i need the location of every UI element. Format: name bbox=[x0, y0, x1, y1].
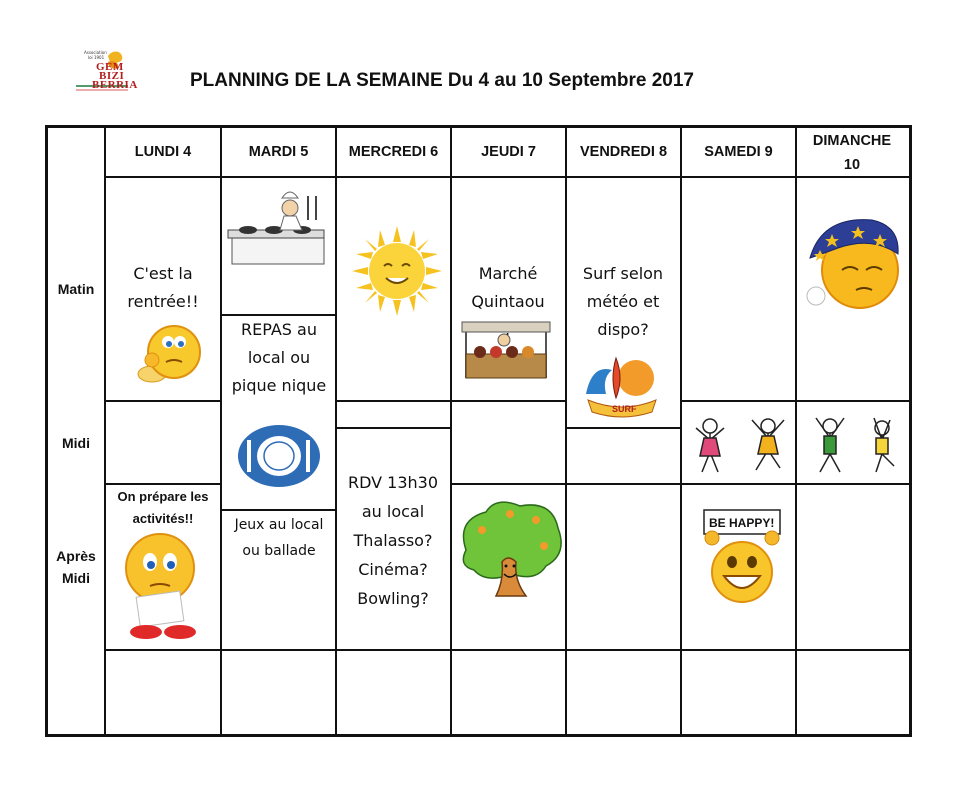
cook-icon bbox=[226, 190, 326, 270]
weekend-split-1 bbox=[680, 400, 910, 402]
row-label-midi: Midi bbox=[62, 435, 90, 451]
col-line-4 bbox=[565, 125, 567, 736]
sun-icon bbox=[352, 226, 442, 316]
jeudi-split-1 bbox=[450, 400, 565, 402]
lundi-midi-top bbox=[104, 400, 220, 402]
be-happy-sign-text: BE HAPPY! bbox=[709, 516, 775, 530]
logo-line-2: loi 1901 bbox=[88, 55, 105, 60]
day-header-mardi: MARDI 5 bbox=[248, 144, 309, 160]
day-header-samedi: SAMEDI 9 bbox=[704, 144, 773, 160]
sleeping-smiley-icon bbox=[802, 214, 902, 314]
reading-smiley-icon bbox=[118, 532, 204, 642]
page-title: PLANNING DE LA SEMAINE Du 4 au 10 Septembre 2017 bbox=[190, 70, 694, 91]
row-label-apres-midi: Après Midi bbox=[56, 548, 96, 586]
day-header-vendredi: VENDREDI 8 bbox=[579, 144, 668, 160]
vendredi-split-2 bbox=[565, 483, 680, 485]
weekend-split-2 bbox=[680, 483, 910, 485]
col-line-2 bbox=[335, 125, 337, 736]
cell-mercredi-apres-text: RDV 13h30 au local Thalasso? Cinéma? Bowling? bbox=[347, 473, 439, 608]
day-header-mercredi: MERCREDI 6 bbox=[348, 144, 439, 160]
frame-right bbox=[909, 125, 912, 737]
day-header-dimanche: DIMANCHE 10 bbox=[812, 133, 892, 173]
logo-name-bot: BERRIA bbox=[92, 79, 138, 91]
dancing-kids-icon bbox=[690, 414, 900, 478]
cell-lundi-matin-text: C'est la rentrée!! bbox=[127, 264, 199, 311]
cell-mardi-repas-text: REPAS au local ou pique nique bbox=[231, 320, 327, 395]
col-line-5 bbox=[680, 125, 682, 736]
cell-lundi-apres-text: On prépare les activités!! bbox=[117, 489, 209, 526]
cell-jeudi-matin-text: Marché Quintaou bbox=[471, 264, 545, 311]
market-stall-icon bbox=[460, 318, 552, 384]
lundi-midi-bottom bbox=[104, 483, 220, 485]
logo-name-top: GEM bbox=[96, 61, 124, 73]
day-header-jeudi: JEUDI 7 bbox=[481, 144, 536, 160]
jeudi-split-2 bbox=[450, 483, 565, 485]
last-row-line bbox=[104, 649, 910, 651]
association-logo bbox=[70, 50, 140, 96]
frame-left bbox=[45, 125, 48, 737]
plate-icon bbox=[237, 424, 321, 488]
thinking-smiley-icon bbox=[124, 320, 204, 386]
logo-line-1: Association bbox=[84, 50, 107, 55]
cell-mardi-apres-text: Jeux au local ou ballade bbox=[234, 517, 324, 559]
col-line-3 bbox=[450, 125, 452, 736]
day-header-lundi: LUNDI 4 bbox=[134, 144, 192, 160]
vendredi-split-1 bbox=[565, 427, 680, 429]
mercredi-split-2 bbox=[335, 427, 450, 429]
be-happy-smiley-icon bbox=[700, 510, 784, 606]
frame-top bbox=[45, 125, 912, 128]
mardi-split-2 bbox=[220, 509, 335, 511]
col-line-1 bbox=[220, 125, 222, 736]
mercredi-split-1 bbox=[335, 400, 450, 402]
header-bottom-line bbox=[104, 176, 910, 178]
frame-bottom bbox=[45, 734, 912, 737]
cell-vendredi-matin-text: Surf selon météo et dispo? bbox=[582, 264, 664, 339]
surf-sun-icon bbox=[582, 354, 662, 418]
col-line-0 bbox=[104, 125, 106, 736]
logo-name-mid: BIZI bbox=[99, 70, 125, 82]
tree-icon bbox=[456, 500, 566, 604]
row-label-matin: Matin bbox=[57, 281, 95, 297]
surf-label: SURF bbox=[612, 404, 637, 414]
